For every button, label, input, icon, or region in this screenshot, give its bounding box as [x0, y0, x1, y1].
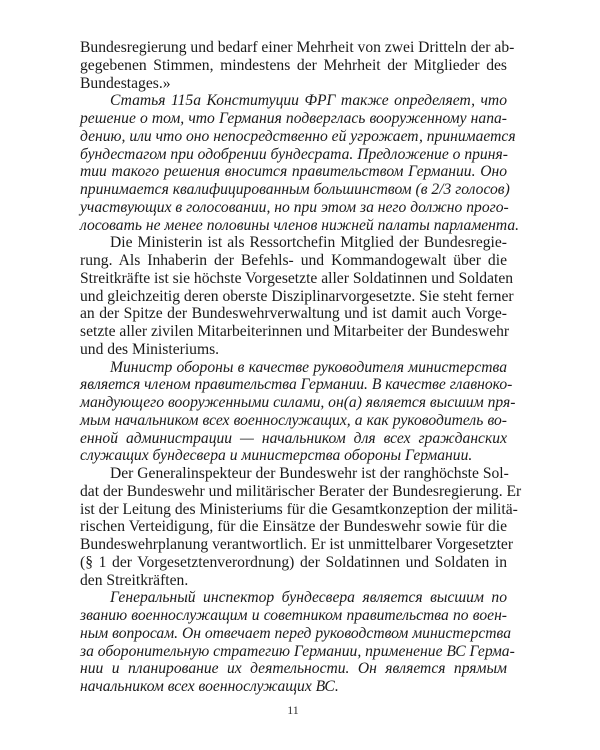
text-line: Статья 115а Конституции ФРГ также определяет, что — [110, 92, 507, 110]
text-line: является членом правительства Германии. В качестве главноко- — [80, 376, 513, 394]
paragraph-russian-3 — [80, 589, 515, 696]
paragraph-german-2 — [80, 234, 514, 358]
text-line: an der Spitze der Bundeswehrverwaltung und ist damit auch Vorge- — [80, 305, 507, 323]
text-line: Der Generalinspekteur der Bundeswehr ist der ranghöchste Sol- — [110, 465, 509, 482]
text-line: ным вопросам. Он отвечает перед руководством министерства — [80, 624, 512, 642]
text-line: участвующих в голосовании, но при этом за него должно прого- — [80, 198, 509, 216]
text-line: служащих бундесвера и министерства обороны Германии. — [80, 447, 473, 465]
text-line: Bundesregierung und bedarf einer Mehrheit von zwei Dritteln der ab- — [80, 39, 515, 56]
text-line: dat der Bundeswehr und militärischer Berater der Bundesregierung. Er — [80, 482, 522, 500]
paragraph-russian-1 — [80, 92, 520, 234]
text-line: und des Ministeriums. — [80, 340, 220, 358]
paragraph-german-3 — [80, 465, 522, 589]
paragraph-german-1 — [80, 39, 515, 92]
text-line: званию военнослужащим и советником правительства по воен- — [80, 607, 507, 624]
text-line: нии и планирование их деятельности. Он является прямым — [80, 660, 507, 678]
page-number: 11 — [287, 703, 299, 717]
text-line: (§ 1 der Vorgesetztenverordnung) der Soldatinnen und Soldaten in — [80, 553, 507, 571]
text-line: rung. Als Inhaberin der Befehls- und Kommandogewalt über die — [80, 252, 507, 269]
text-line: Bundeswehrplanung verantwortlich. Er ist unmittelbarer Vorgesetzter — [80, 536, 514, 553]
paragraph-russian-2 — [80, 358, 516, 466]
text-line: начальником всех военнослужащих ВС. — [80, 678, 339, 695]
text-line: лосовать не менее половины членов нижней палаты парламента. — [80, 216, 520, 234]
text-line: тии такого решения вносится правительством Германии. Оно — [80, 163, 507, 181]
text-line: Генеральный инспектор бундесвера является высшим по — [110, 589, 507, 607]
text-line: решение о том, что Германия подверглась вооруженному напа- — [80, 110, 507, 127]
text-line: Bundestages.» — [80, 74, 171, 92]
text-line: мым начальником всех военнослужащих, а как руководитель во- — [80, 411, 507, 429]
text-line: rischen Verteidigung, für die Einsätze der Bundeswehr sowie für die — [80, 518, 507, 536]
text-line: енной администрации — начальником для всех гражданских — [80, 429, 507, 447]
text-line: Die Ministerin ist als Ressortchefin Mitglied der Bundesregie- — [110, 234, 507, 252]
text-line: gegebenen Stimmen, mindestens der Mehrheit der Mitglieder des — [80, 56, 507, 74]
text-line: ist der Leitung des Ministeriums für die Gesamtkonzeption der militä- — [80, 500, 518, 518]
text-line: und gleichzeitig deren oberste Disziplinarvorgesetzte. Sie steht ferner — [80, 287, 514, 305]
text-line: мандующего вооруженными силами, он(а) является высшим пря- — [80, 394, 516, 411]
text-line: Streitkräfte ist sie höchste Vorgesetzte aller Soldatinnen und Soldaten — [80, 269, 514, 287]
text-line: бундестагом при одобрении бундесрата. Предложение о приня- — [80, 145, 508, 163]
text-line: за оборонительную стратегию Германии, применение ВС Герма- — [80, 642, 515, 660]
body-text — [80, 39, 522, 696]
text-line: setzte aller zivilen Mitarbeiterinnen und Mitarbeiter der Bundeswehr — [80, 323, 510, 340]
text-line: дению, или что оно непосредственно ей угрожает, принимается — [80, 127, 516, 145]
text-line: принимается квалифицированным большинством (в 2/3 голосов) — [80, 181, 510, 198]
text-line: den Streitkräften. — [80, 571, 189, 589]
text-line: Министр обороны в качестве руководителя министерства — [110, 358, 507, 376]
